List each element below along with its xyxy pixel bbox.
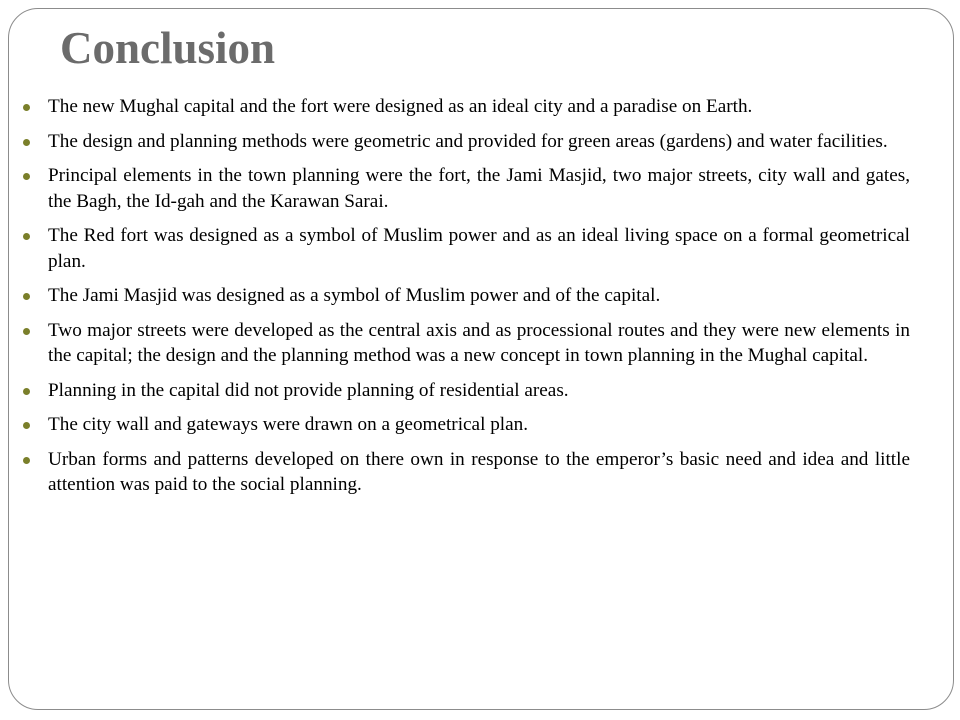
bullet-dot-icon xyxy=(23,293,30,300)
bullet-text: The design and planning methods were geometric and provided for green areas (gardens) and water facilities. xyxy=(48,130,888,152)
bullet-item xyxy=(22,94,910,120)
bullet-dot-icon xyxy=(23,173,30,180)
bullet-text: Principal elements in the town planning were the fort, the Jami Masjid, two major streets, city wall and gates, the Bagh, the Id-gah and the Karawan Sarai. xyxy=(48,165,910,212)
bullet-item xyxy=(22,223,910,274)
bullet-item xyxy=(22,412,910,438)
bullet-dot-icon xyxy=(23,422,30,429)
bullet-list xyxy=(22,94,910,507)
bullet-item xyxy=(22,129,910,155)
bullet-dot-icon xyxy=(23,104,30,111)
bullet-item xyxy=(22,447,910,498)
bullet-text: Urban forms and patterns developed on there own in response to the emperor’s basic need and idea and little attention was paid to the social planning. xyxy=(48,448,910,495)
bullet-dot-icon xyxy=(23,457,30,464)
bullet-item xyxy=(22,378,910,404)
bullet-text: The city wall and gateways were drawn on a geometrical plan. xyxy=(48,414,529,435)
bullet-dot-icon xyxy=(23,233,30,240)
bullet-text: The new Mughal capital and the fort were designed as an ideal city and a paradise on Earth. xyxy=(48,96,753,117)
bullet-item xyxy=(22,318,910,369)
slide-title: Conclusion xyxy=(60,23,276,73)
bullet-text: The Jami Masjid was designed as a symbol of Muslim power and of the capital. xyxy=(48,285,661,306)
bullet-item xyxy=(22,163,910,214)
bullet-text: Planning in the capital did not provide planning of residential areas. xyxy=(48,379,569,401)
bullet-dot-icon xyxy=(23,139,30,146)
bullet-item xyxy=(22,283,910,309)
bullet-text: Two major streets were developed as the central axis and as processional routes and they were new elements in the capital; the design and the planning method was a new concept in town planning in the Mughal capital. xyxy=(48,319,910,366)
bullet-dot-icon xyxy=(23,388,30,395)
bullet-text: The Red fort was designed as a symbol of Muslim power and as an ideal living space on a formal geometrical plan. xyxy=(48,225,910,272)
bullet-dot-icon xyxy=(23,328,30,335)
